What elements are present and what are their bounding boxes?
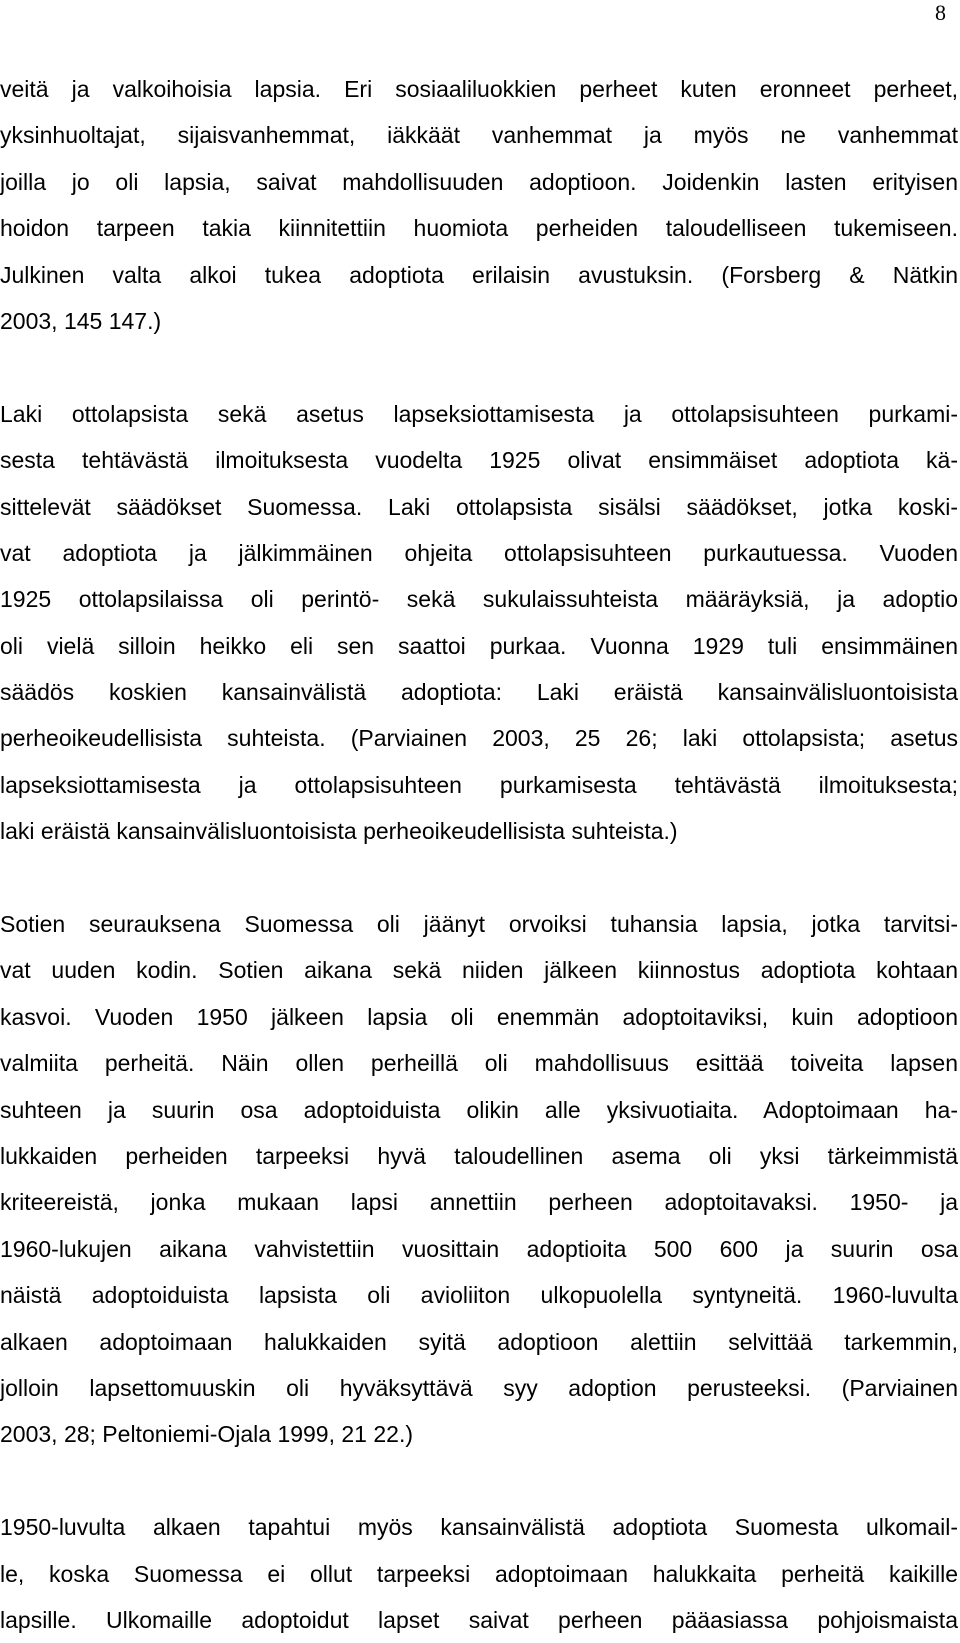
paragraph-gap — [0, 855, 958, 901]
text-line: lapseksiottamisesta ja ottolapsisuhteen purkamisesta tehtävästä ilmoituksesta; — [0, 771, 958, 798]
text-line: vat uuden kodin. Sotien aikana sekä niiden jälkeen kiinnostus adoptiota kohtaan — [0, 957, 958, 984]
paragraph-4 — [0, 1504, 958, 1643]
page-number: 8 — [935, 0, 946, 25]
text-line: 1960-lukujen aikana vahvistettiin vuosittain adoptioita 500 600 ja suurin osa — [0, 1235, 958, 1262]
paragraph-gap — [0, 344, 958, 390]
text-line: perheoikeudellisista suhteista. (Parviainen 2003, 25 26; laki ottolapsista; asetus — [0, 725, 958, 752]
text-line: oli vielä silloin heikko eli sen saattoi purkaa. Vuonna 1929 tuli ensimmäinen — [0, 632, 958, 659]
text-line: sittelevät säädökset Suomessa. Laki ottolapsista sisälsi säädökset, jotka koski- — [0, 493, 958, 520]
text-line: suhteen ja suurin osa adoptoiduista olikin alle yksivuotiaita. Adoptoimaan ha- — [0, 1096, 958, 1123]
text-line: Julkinen valta alkoi tukea adoptiota erilaisin avustuksin. (Forsberg & Nätkin — [0, 261, 958, 288]
paragraph-3 — [0, 901, 958, 1458]
text-line: valmiita perheitä. Näin ollen perheillä oli mahdollisuus esittää toiveita lapsen — [0, 1050, 958, 1077]
text-line: jolloin lapsettomuuskin oli hyväksyttävä syy adoption perusteeksi. (Parviainen — [0, 1374, 958, 1401]
text-line: veitä ja valkoihoisia lapsia. Eri sosiaaliluokkien perheet kuten eronneet perheet, — [0, 76, 958, 102]
text-line: le, koska Suomessa ei ollut tarpeeksi adoptoimaan halukkaita perheitä kaikille — [0, 1560, 958, 1587]
paragraph-2 — [0, 391, 958, 855]
text-line: lukkaiden perheiden tarpeeksi hyvä taloudellinen asema oli yksi tärkeimmistä — [0, 1142, 958, 1169]
text-line: laki eräistä kansainvälisluontoisista perheoikeudellisista suhteista.) — [0, 818, 678, 845]
text-line: sesta tehtävästä ilmoituksesta vuodelta 1925 olivat ensimmäiset adoptiota kä- — [0, 447, 958, 474]
text-line: säädös koskien kansainvälistä adoptiota: Laki eräistä kansainvälisluontoisista — [0, 679, 958, 706]
text-line: 2003, 145 147.) — [0, 307, 162, 334]
text-line: hoidon tarpeen takia kiinnitettiin huomiota perheiden taloudelliseen tukemiseen. — [0, 215, 958, 242]
text-line: alkaen adoptoimaan halukkaiden syitä adoptioon alettiin selvittää tarkemmin, — [0, 1328, 958, 1355]
text-line: lapsille. Ulkomaille adoptoidut lapset saivat perheen pääasiassa pohjoismaista — [0, 1606, 958, 1633]
text-line: Sotien seurauksena Suomessa oli jäänyt orvoiksi tuhansia lapsia, jotka tarvitsi- — [0, 911, 958, 938]
paragraph-1 — [0, 66, 958, 344]
text-line: joilla jo oli lapsia, saivat mahdollisuuden adoptioon. Joidenkin lasten erityisen — [0, 168, 958, 195]
document-body — [0, 66, 958, 1643]
text-line: vat adoptiota ja jälkimmäinen ohjeita ottolapsisuhteen purkautuessa. Vuoden — [0, 539, 958, 566]
text-line: yksinhuoltajat, sijaisvanhemmat, iäkkäät vanhemmat ja myös ne vanhemmat — [0, 122, 958, 149]
text-line: näistä adoptoiduista lapsista oli avioliiton ulkopuolella syntyneitä. 1960-luvulta — [0, 1282, 958, 1309]
text-line: 1950-luvulta alkaen tapahtui myös kansainvälistä adoptiota Suomesta ulkomail- — [0, 1514, 958, 1541]
text-line: kriteereistä, jonka mukaan lapsi annettiin perheen adoptoitavaksi. 1950- ja — [0, 1189, 958, 1216]
text-line: 2003, 28; Peltoniemi-Ojala 1999, 21 22.) — [0, 1421, 413, 1448]
text-line: Laki ottolapsista sekä asetus lapseksiottamisesta ja ottolapsisuhteen purkami- — [0, 400, 958, 427]
text-line: kasvoi. Vuoden 1950 jälkeen lapsia oli enemmän adoptoitaviksi, kuin adoptioon — [0, 1003, 958, 1030]
paragraph-gap — [0, 1458, 958, 1504]
text-line: 1925 ottolapsilaissa oli perintö- sekä sukulaissuhteista määräyksiä, ja adoptio — [0, 586, 958, 613]
